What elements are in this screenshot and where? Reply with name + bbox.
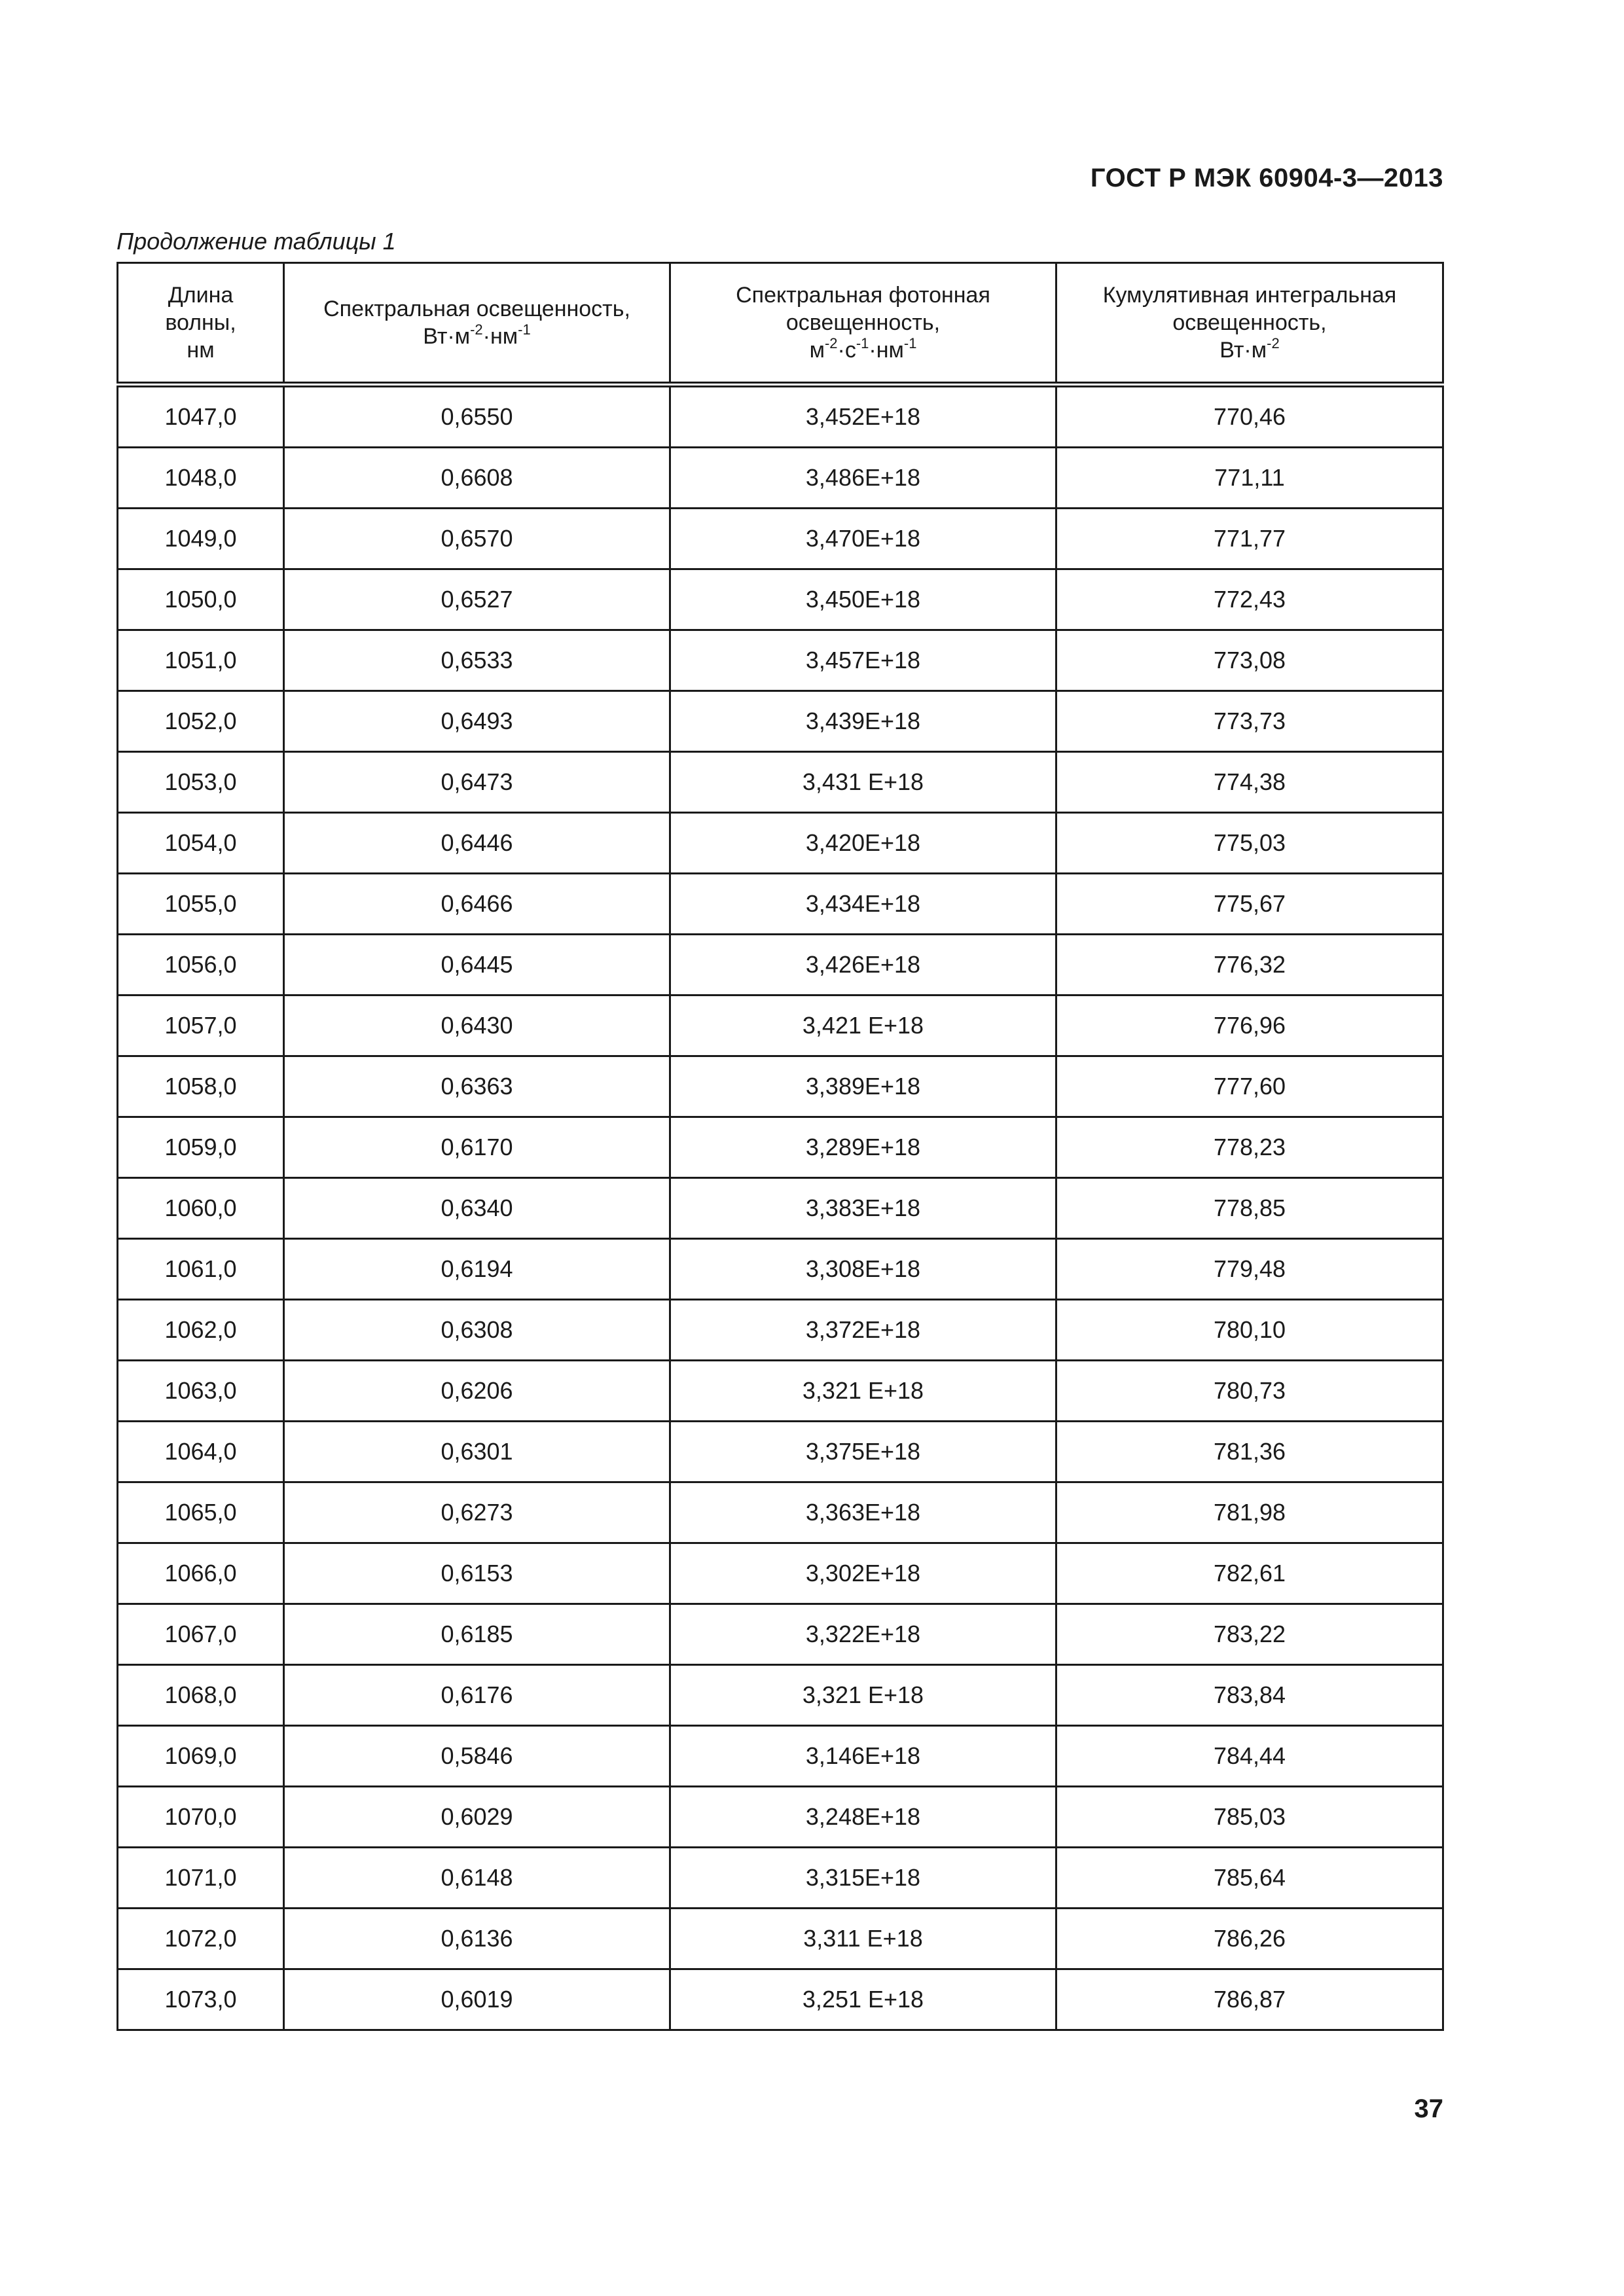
table-row bbox=[118, 569, 1443, 630]
table-row bbox=[118, 630, 1443, 691]
cell-wavelength: 1072,0 bbox=[118, 1909, 284, 1969]
cell-cumulative-irradiance: 783,84 bbox=[1056, 1665, 1443, 1726]
cell-cumulative-irradiance: 771,77 bbox=[1056, 509, 1443, 569]
unit-line: $Вт\cdot м^{-2}$ bbox=[1219, 334, 1280, 363]
cell-cumulative-irradiance: 783,22 bbox=[1056, 1604, 1443, 1665]
cell-cumulative-irradiance: 773,08 bbox=[1056, 630, 1443, 691]
cell-wavelength: 1073,0 bbox=[118, 1969, 284, 2030]
table-body bbox=[118, 385, 1443, 2030]
unit-line: $Вт\cdot м^{-2}\cdot нм^{-1}$ bbox=[423, 321, 531, 349]
irradiance-table bbox=[117, 262, 1444, 2031]
cell-photon-irradiance: 3,302E+18 bbox=[670, 1543, 1056, 1604]
table-row bbox=[118, 1422, 1443, 1482]
cell-spectral-irradiance: 0,6148 bbox=[284, 1848, 670, 1909]
cell-photon-irradiance: 3,363E+18 bbox=[670, 1482, 1056, 1543]
table-row bbox=[118, 385, 1443, 448]
cell-wavelength: 1058,0 bbox=[118, 1056, 284, 1117]
table-row bbox=[118, 996, 1443, 1056]
cell-wavelength: 1071,0 bbox=[118, 1848, 284, 1909]
cell-wavelength: 1049,0 bbox=[118, 509, 284, 569]
cell-spectral-irradiance: 0,6363 bbox=[284, 1056, 670, 1117]
cell-photon-irradiance: 3,383E+18 bbox=[670, 1178, 1056, 1239]
cell-photon-irradiance: 3,308E+18 bbox=[670, 1239, 1056, 1300]
cell-photon-irradiance: 3,248E+18 bbox=[670, 1787, 1056, 1848]
table-row bbox=[118, 1665, 1443, 1726]
table-row bbox=[118, 448, 1443, 509]
cell-photon-irradiance: 3,372E+18 bbox=[670, 1300, 1056, 1361]
cell-wavelength: 1059,0 bbox=[118, 1117, 284, 1178]
cell-wavelength: 1060,0 bbox=[118, 1178, 284, 1239]
cell-wavelength: 1064,0 bbox=[118, 1422, 284, 1482]
cell-wavelength: 1052,0 bbox=[118, 691, 284, 752]
cell-wavelength: 1061,0 bbox=[118, 1239, 284, 1300]
page-number: 37 bbox=[1414, 2094, 1443, 2123]
cell-cumulative-irradiance: 775,03 bbox=[1056, 813, 1443, 874]
cell-spectral-irradiance: 0,6153 bbox=[284, 1543, 670, 1604]
cell-spectral-irradiance: 0,6340 bbox=[284, 1178, 670, 1239]
cell-spectral-irradiance: 0,6430 bbox=[284, 996, 670, 1056]
cell-photon-irradiance: 3,389E+18 bbox=[670, 1056, 1056, 1117]
cell-photon-irradiance: 3,146E+18 bbox=[670, 1726, 1056, 1787]
cell-photon-irradiance: 3,321 E+18 bbox=[670, 1361, 1056, 1422]
cell-spectral-irradiance: 0,6194 bbox=[284, 1239, 670, 1300]
cell-cumulative-irradiance: 786,26 bbox=[1056, 1909, 1443, 1969]
cell-photon-irradiance: 3,421 E+18 bbox=[670, 996, 1056, 1056]
table-row bbox=[118, 1482, 1443, 1543]
cell-wavelength: 1063,0 bbox=[118, 1361, 284, 1422]
cell-wavelength: 1048,0 bbox=[118, 448, 284, 509]
cell-photon-irradiance: 3,439E+18 bbox=[670, 691, 1056, 752]
cell-spectral-irradiance: 0,6301 bbox=[284, 1422, 670, 1482]
cell-photon-irradiance: 3,457E+18 bbox=[670, 630, 1056, 691]
cell-cumulative-irradiance: 770,46 bbox=[1056, 385, 1443, 448]
cell-wavelength: 1055,0 bbox=[118, 874, 284, 935]
cell-spectral-irradiance: 0,6527 bbox=[284, 569, 670, 630]
cell-photon-irradiance: 3,426E+18 bbox=[670, 935, 1056, 996]
table-row bbox=[118, 1361, 1443, 1422]
cell-cumulative-irradiance: 771,11 bbox=[1056, 448, 1443, 509]
cell-cumulative-irradiance: 779,48 bbox=[1056, 1239, 1443, 1300]
cell-spectral-irradiance: 0,6019 bbox=[284, 1969, 670, 2030]
cell-photon-irradiance: 3,315E+18 bbox=[670, 1848, 1056, 1909]
table-row bbox=[118, 935, 1443, 996]
cell-wavelength: 1047,0 bbox=[118, 385, 284, 448]
cell-wavelength: 1056,0 bbox=[118, 935, 284, 996]
cell-photon-irradiance: 3,289E+18 bbox=[670, 1117, 1056, 1178]
cell-spectral-irradiance: 0,5846 bbox=[284, 1726, 670, 1787]
table-row bbox=[118, 1787, 1443, 1848]
table-row bbox=[118, 1604, 1443, 1665]
table-row bbox=[118, 691, 1443, 752]
cell-spectral-irradiance: 0,6185 bbox=[284, 1604, 670, 1665]
cell-wavelength: 1062,0 bbox=[118, 1300, 284, 1361]
cell-wavelength: 1053,0 bbox=[118, 752, 284, 813]
table-row bbox=[118, 1969, 1443, 2030]
header-cumulative-irradiance: Кумулятивная интегральная освещенность, $Вт\cdot м^{-2}$ bbox=[1056, 263, 1443, 385]
cell-spectral-irradiance: 0,6446 bbox=[284, 813, 670, 874]
cell-photon-irradiance: 3,375E+18 bbox=[670, 1422, 1056, 1482]
cell-photon-irradiance: 3,450E+18 bbox=[670, 569, 1056, 630]
cell-spectral-irradiance: 0,6473 bbox=[284, 752, 670, 813]
table-row bbox=[118, 1056, 1443, 1117]
table-row bbox=[118, 1300, 1443, 1361]
cell-cumulative-irradiance: 775,67 bbox=[1056, 874, 1443, 935]
cell-spectral-irradiance: 0,6170 bbox=[284, 1117, 670, 1178]
table-row bbox=[118, 1117, 1443, 1178]
cell-wavelength: 1051,0 bbox=[118, 630, 284, 691]
cell-cumulative-irradiance: 778,85 bbox=[1056, 1178, 1443, 1239]
cell-wavelength: 1054,0 bbox=[118, 813, 284, 874]
header-photon-irradiance: Спектральная фотонная освещенность, $м^{-2}\cdot с^{-1}\cdot нм^{-1}$ bbox=[670, 263, 1056, 385]
cell-photon-irradiance: 3,431 E+18 bbox=[670, 752, 1056, 813]
cell-wavelength: 1057,0 bbox=[118, 996, 284, 1056]
table-row bbox=[118, 1543, 1443, 1604]
header-row bbox=[118, 263, 1443, 385]
table-row bbox=[118, 1909, 1443, 1969]
cell-spectral-irradiance: 0,6445 bbox=[284, 935, 670, 996]
cell-cumulative-irradiance: 785,03 bbox=[1056, 1787, 1443, 1848]
cell-spectral-irradiance: 0,6533 bbox=[284, 630, 670, 691]
cell-cumulative-irradiance: 774,38 bbox=[1056, 752, 1443, 813]
cell-spectral-irradiance: 0,6206 bbox=[284, 1361, 670, 1422]
table-row bbox=[118, 813, 1443, 874]
cell-spectral-irradiance: 0,6550 bbox=[284, 385, 670, 448]
table-row bbox=[118, 509, 1443, 569]
table-row bbox=[118, 1178, 1443, 1239]
cell-spectral-irradiance: 0,6608 bbox=[284, 448, 670, 509]
cell-photon-irradiance: 3,486E+18 bbox=[670, 448, 1056, 509]
cell-wavelength: 1070,0 bbox=[118, 1787, 284, 1848]
cell-spectral-irradiance: 0,6308 bbox=[284, 1300, 670, 1361]
cell-photon-irradiance: 3,322E+18 bbox=[670, 1604, 1056, 1665]
cell-cumulative-irradiance: 784,44 bbox=[1056, 1726, 1443, 1787]
cell-photon-irradiance: 3,434E+18 bbox=[670, 874, 1056, 935]
cell-wavelength: 1050,0 bbox=[118, 569, 284, 630]
header-spectral-irradiance: Спектральная освещенность, $Вт\cdot м^{-2}\cdot нм^{-1}$ bbox=[284, 263, 670, 385]
cell-cumulative-irradiance: 780,10 bbox=[1056, 1300, 1443, 1361]
cell-cumulative-irradiance: 777,60 bbox=[1056, 1056, 1443, 1117]
table-caption: Продолжение таблицы 1 bbox=[117, 228, 396, 255]
table-header bbox=[118, 263, 1443, 385]
cell-cumulative-irradiance: 772,43 bbox=[1056, 569, 1443, 630]
cell-photon-irradiance: 3,311 E+18 bbox=[670, 1909, 1056, 1969]
table-row bbox=[118, 752, 1443, 813]
cell-spectral-irradiance: 0,6570 bbox=[284, 509, 670, 569]
cell-cumulative-irradiance: 786,87 bbox=[1056, 1969, 1443, 2030]
table-row bbox=[118, 874, 1443, 935]
cell-photon-irradiance: 3,251 E+18 bbox=[670, 1969, 1056, 2030]
cell-spectral-irradiance: 0,6466 bbox=[284, 874, 670, 935]
cell-photon-irradiance: 3,420E+18 bbox=[670, 813, 1056, 874]
cell-cumulative-irradiance: 778,23 bbox=[1056, 1117, 1443, 1178]
cell-cumulative-irradiance: 781,98 bbox=[1056, 1482, 1443, 1543]
table-row bbox=[118, 1848, 1443, 1909]
cell-photon-irradiance: 3,452E+18 bbox=[670, 385, 1056, 448]
cell-spectral-irradiance: 0,6176 bbox=[284, 1665, 670, 1726]
cell-cumulative-irradiance: 781,36 bbox=[1056, 1422, 1443, 1482]
cell-cumulative-irradiance: 785,64 bbox=[1056, 1848, 1443, 1909]
cell-photon-irradiance: 3,470E+18 bbox=[670, 509, 1056, 569]
cell-wavelength: 1068,0 bbox=[118, 1665, 284, 1726]
cell-cumulative-irradiance: 776,96 bbox=[1056, 996, 1443, 1056]
cell-spectral-irradiance: 0,6273 bbox=[284, 1482, 670, 1543]
cell-spectral-irradiance: 0,6029 bbox=[284, 1787, 670, 1848]
cell-spectral-irradiance: 0,6493 bbox=[284, 691, 670, 752]
cell-cumulative-irradiance: 773,73 bbox=[1056, 691, 1443, 752]
cell-cumulative-irradiance: 776,32 bbox=[1056, 935, 1443, 996]
cell-spectral-irradiance: 0,6136 bbox=[284, 1909, 670, 1969]
table-row bbox=[118, 1726, 1443, 1787]
cell-wavelength: 1065,0 bbox=[118, 1482, 284, 1543]
table-row bbox=[118, 1239, 1443, 1300]
cell-wavelength: 1066,0 bbox=[118, 1543, 284, 1604]
cell-cumulative-irradiance: 782,61 bbox=[1056, 1543, 1443, 1604]
cell-photon-irradiance: 3,321 E+18 bbox=[670, 1665, 1056, 1726]
cell-wavelength: 1067,0 bbox=[118, 1604, 284, 1665]
unit-line: $м^{-2}\cdot с^{-1}\cdot нм^{-1}$ bbox=[809, 334, 917, 363]
cell-cumulative-irradiance: 780,73 bbox=[1056, 1361, 1443, 1422]
cell-wavelength: 1069,0 bbox=[118, 1726, 284, 1787]
document-code: ГОСТ Р МЭК 60904-3—2013 bbox=[1090, 164, 1443, 192]
header-wavelength: Длина волны, нм bbox=[118, 263, 284, 385]
